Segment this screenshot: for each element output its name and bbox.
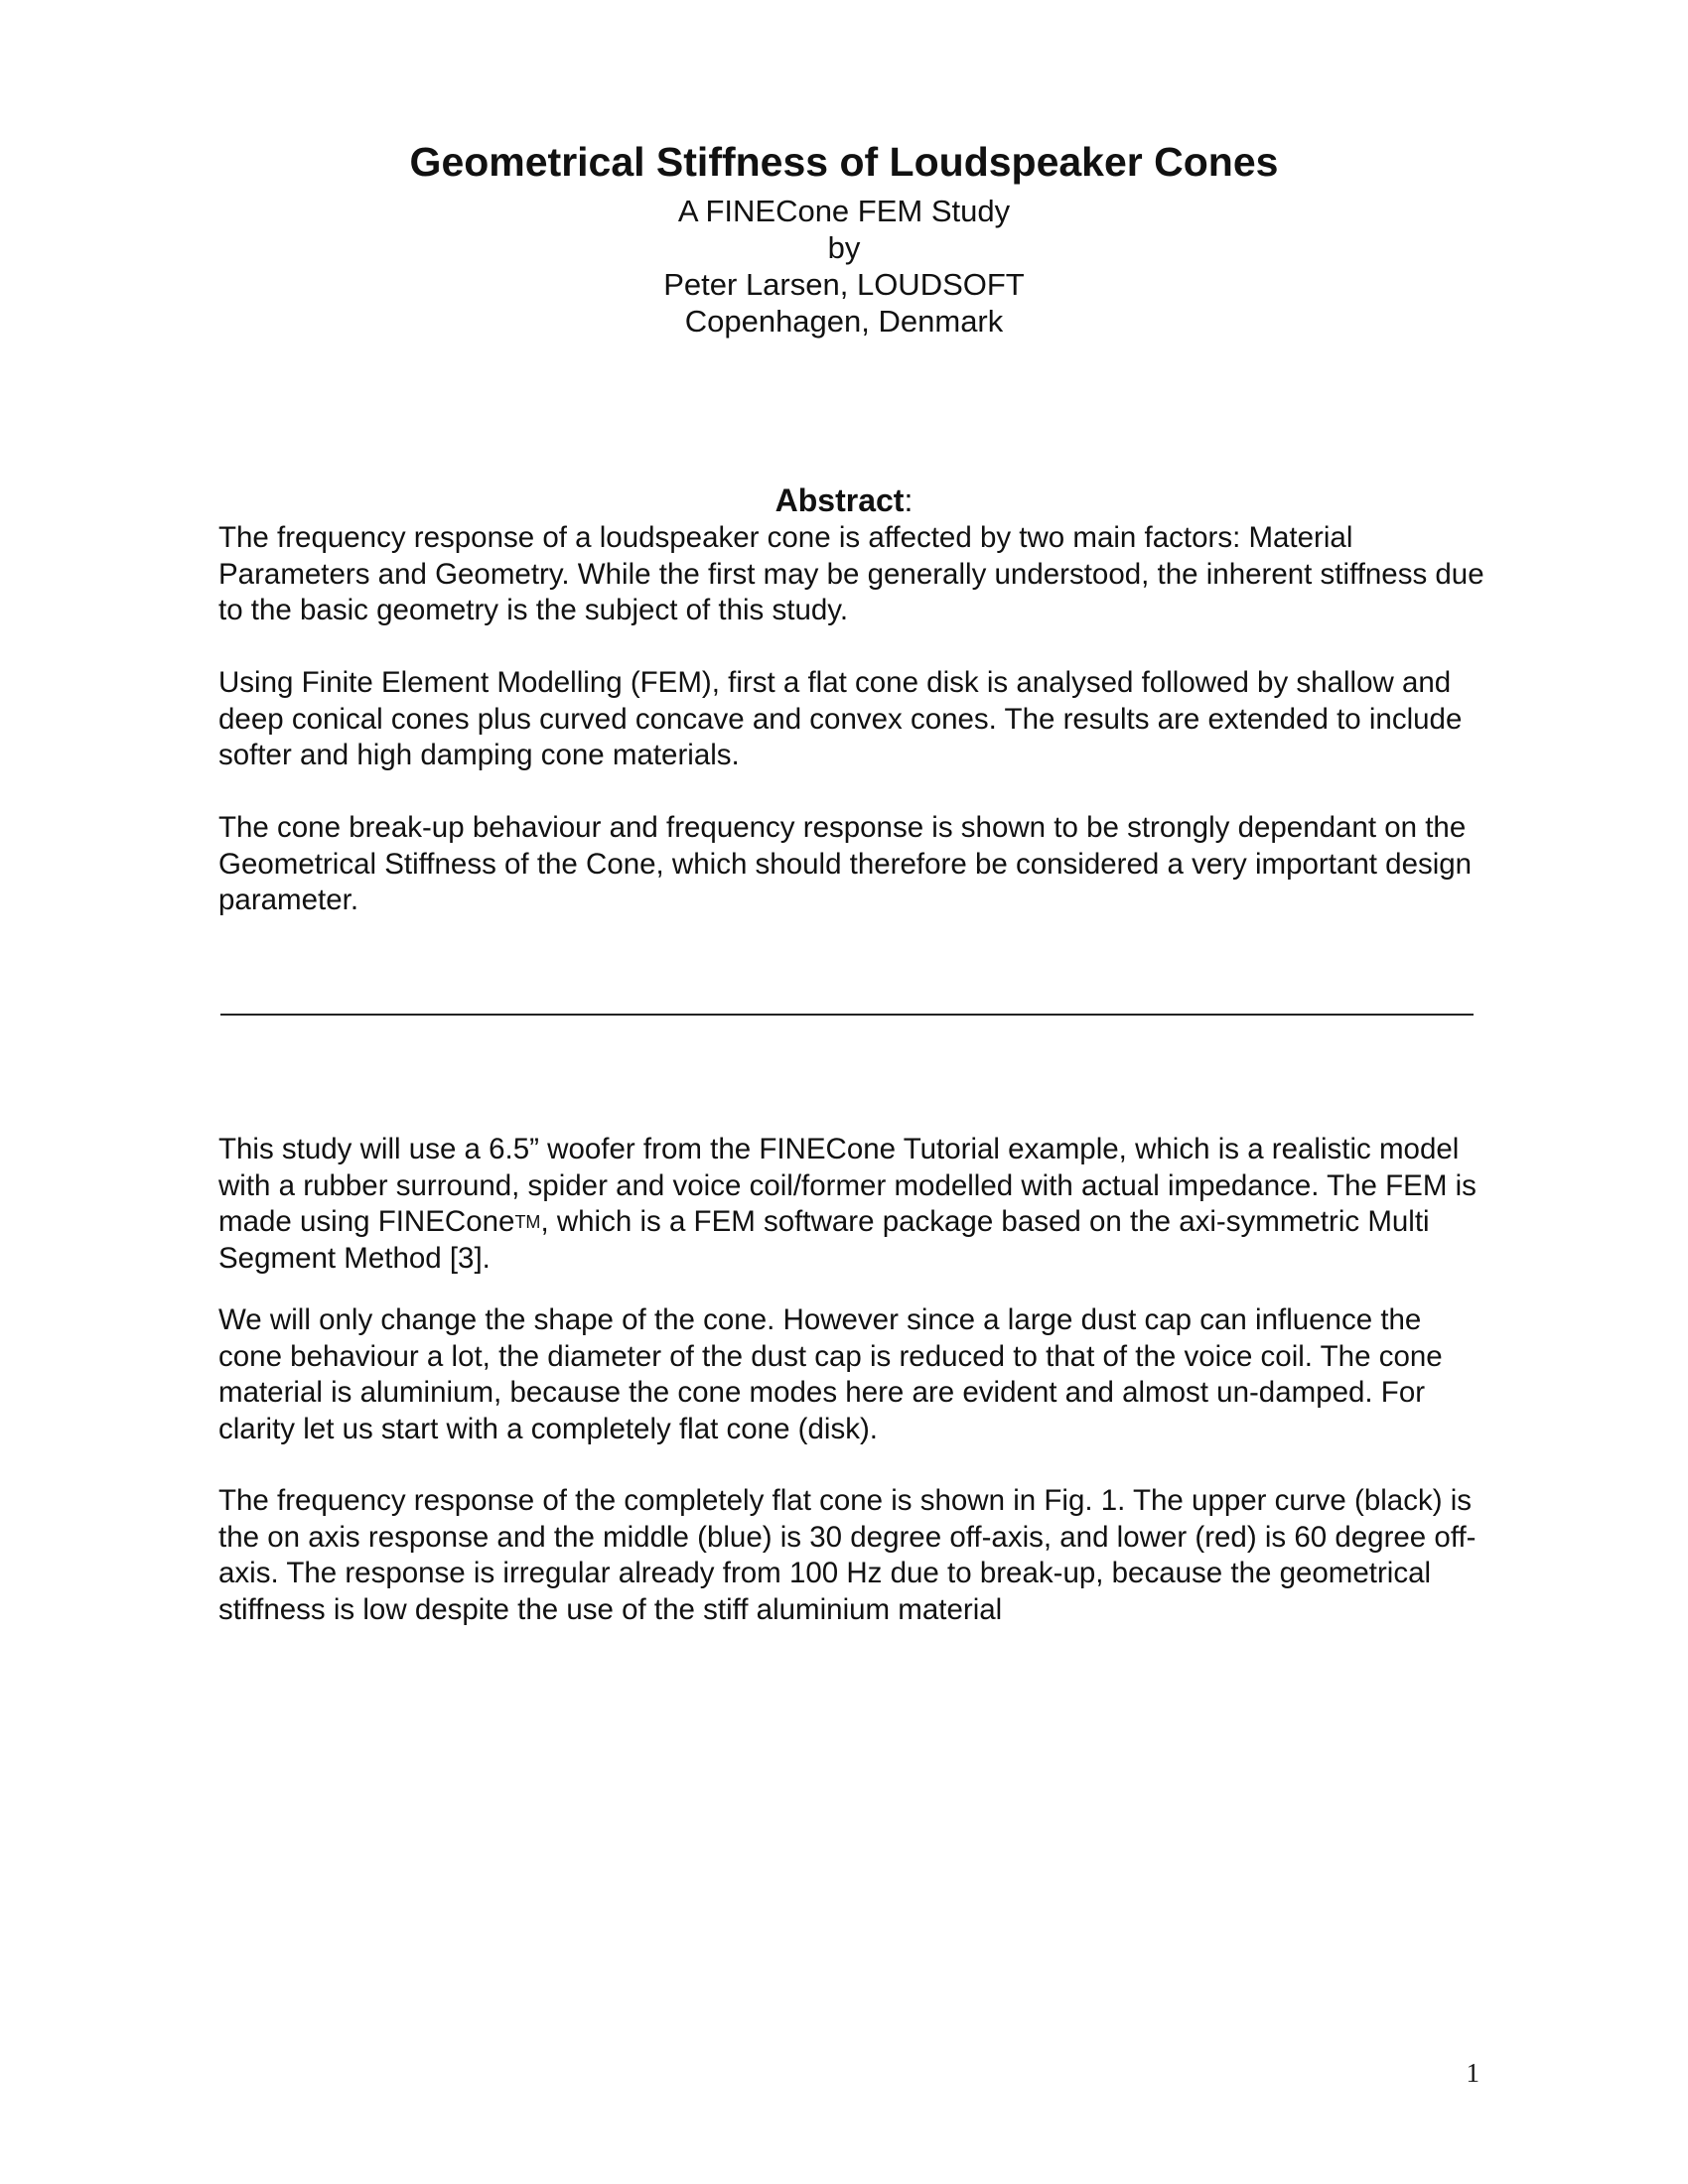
byline: by (827, 230, 861, 265)
abstract-paragraph: The cone break-up behaviour and frequency response is shown to be strongly dependant on the Geometrical Stiffness of the Cone, which should therefore be considered a very important design parameter. (218, 811, 1473, 916)
abstract-heading-label: Abstract (774, 482, 905, 518)
abstract-paragraph: The frequency response of a loudspeaker cone is affected by two main factors: Material Parameters and Geometry. While the first may be generally understood, the inherent stiffness due to the basic geometry is the subject of this study. (218, 521, 1484, 626)
page-number: 1 (1466, 2058, 1479, 2088)
body-paragraph: The frequency response of the completely flat cone is shown in Fig. 1. The upper curve (black) is the on axis response and the middle (blue) is 30 degree off-axis, and lower (red) is 60 degree off-axis. The response is irregular already from 100 Hz due to break-up, because the geometrical stiffness is low despite the use of the stiff aluminium material (218, 1484, 1477, 1626)
abstract-paragraph: Using Finite Element Modelling (FEM), first a flat cone disk is analysed followed by shallow and deep conical cones plus curved concave and convex cones. The results are extended to include softer and high damping cone materials. (218, 666, 1463, 771)
abstract-heading (0, 480, 1688, 520)
body-paragraph: We will only change the shape of the cone. However since a large dust cap can influence the cone behaviour a lot, the diameter of the dust cap is reduced to that of the voice coil. The cone material is aluminium, because the cone modes here are evident and almost un-damped. For clarity let us start with a completely flat cone (disk). (218, 1303, 1443, 1445)
abstract-heading-colon: : (904, 482, 914, 518)
subtitle-line: A FINECone FEM Study (677, 194, 1011, 228)
trademark-mark: TM (514, 1212, 541, 1232)
body-paragraph (218, 1132, 1489, 1277)
paper-title: Geometrical Stiffness of Loudspeaker Cones (409, 139, 1279, 185)
location-line: Copenhagen, Denmark (684, 304, 1004, 339)
author-line: Peter Larsen, LOUDSOFT (663, 267, 1025, 302)
section-divider (220, 1014, 1474, 1016)
paper-header (0, 193, 1688, 340)
body-text: This study will use a 6.5” woofer from the FINECone Tutorial example, which is a realistic model with a rubber surround, spider and voice coil/former modelled with actual impedance. The FEM is made using FINECone (218, 1133, 1477, 1238)
body-text: , which is a FEM software package based on the axi-symmetric Multi Segment Method [3]. (218, 1205, 1430, 1275)
